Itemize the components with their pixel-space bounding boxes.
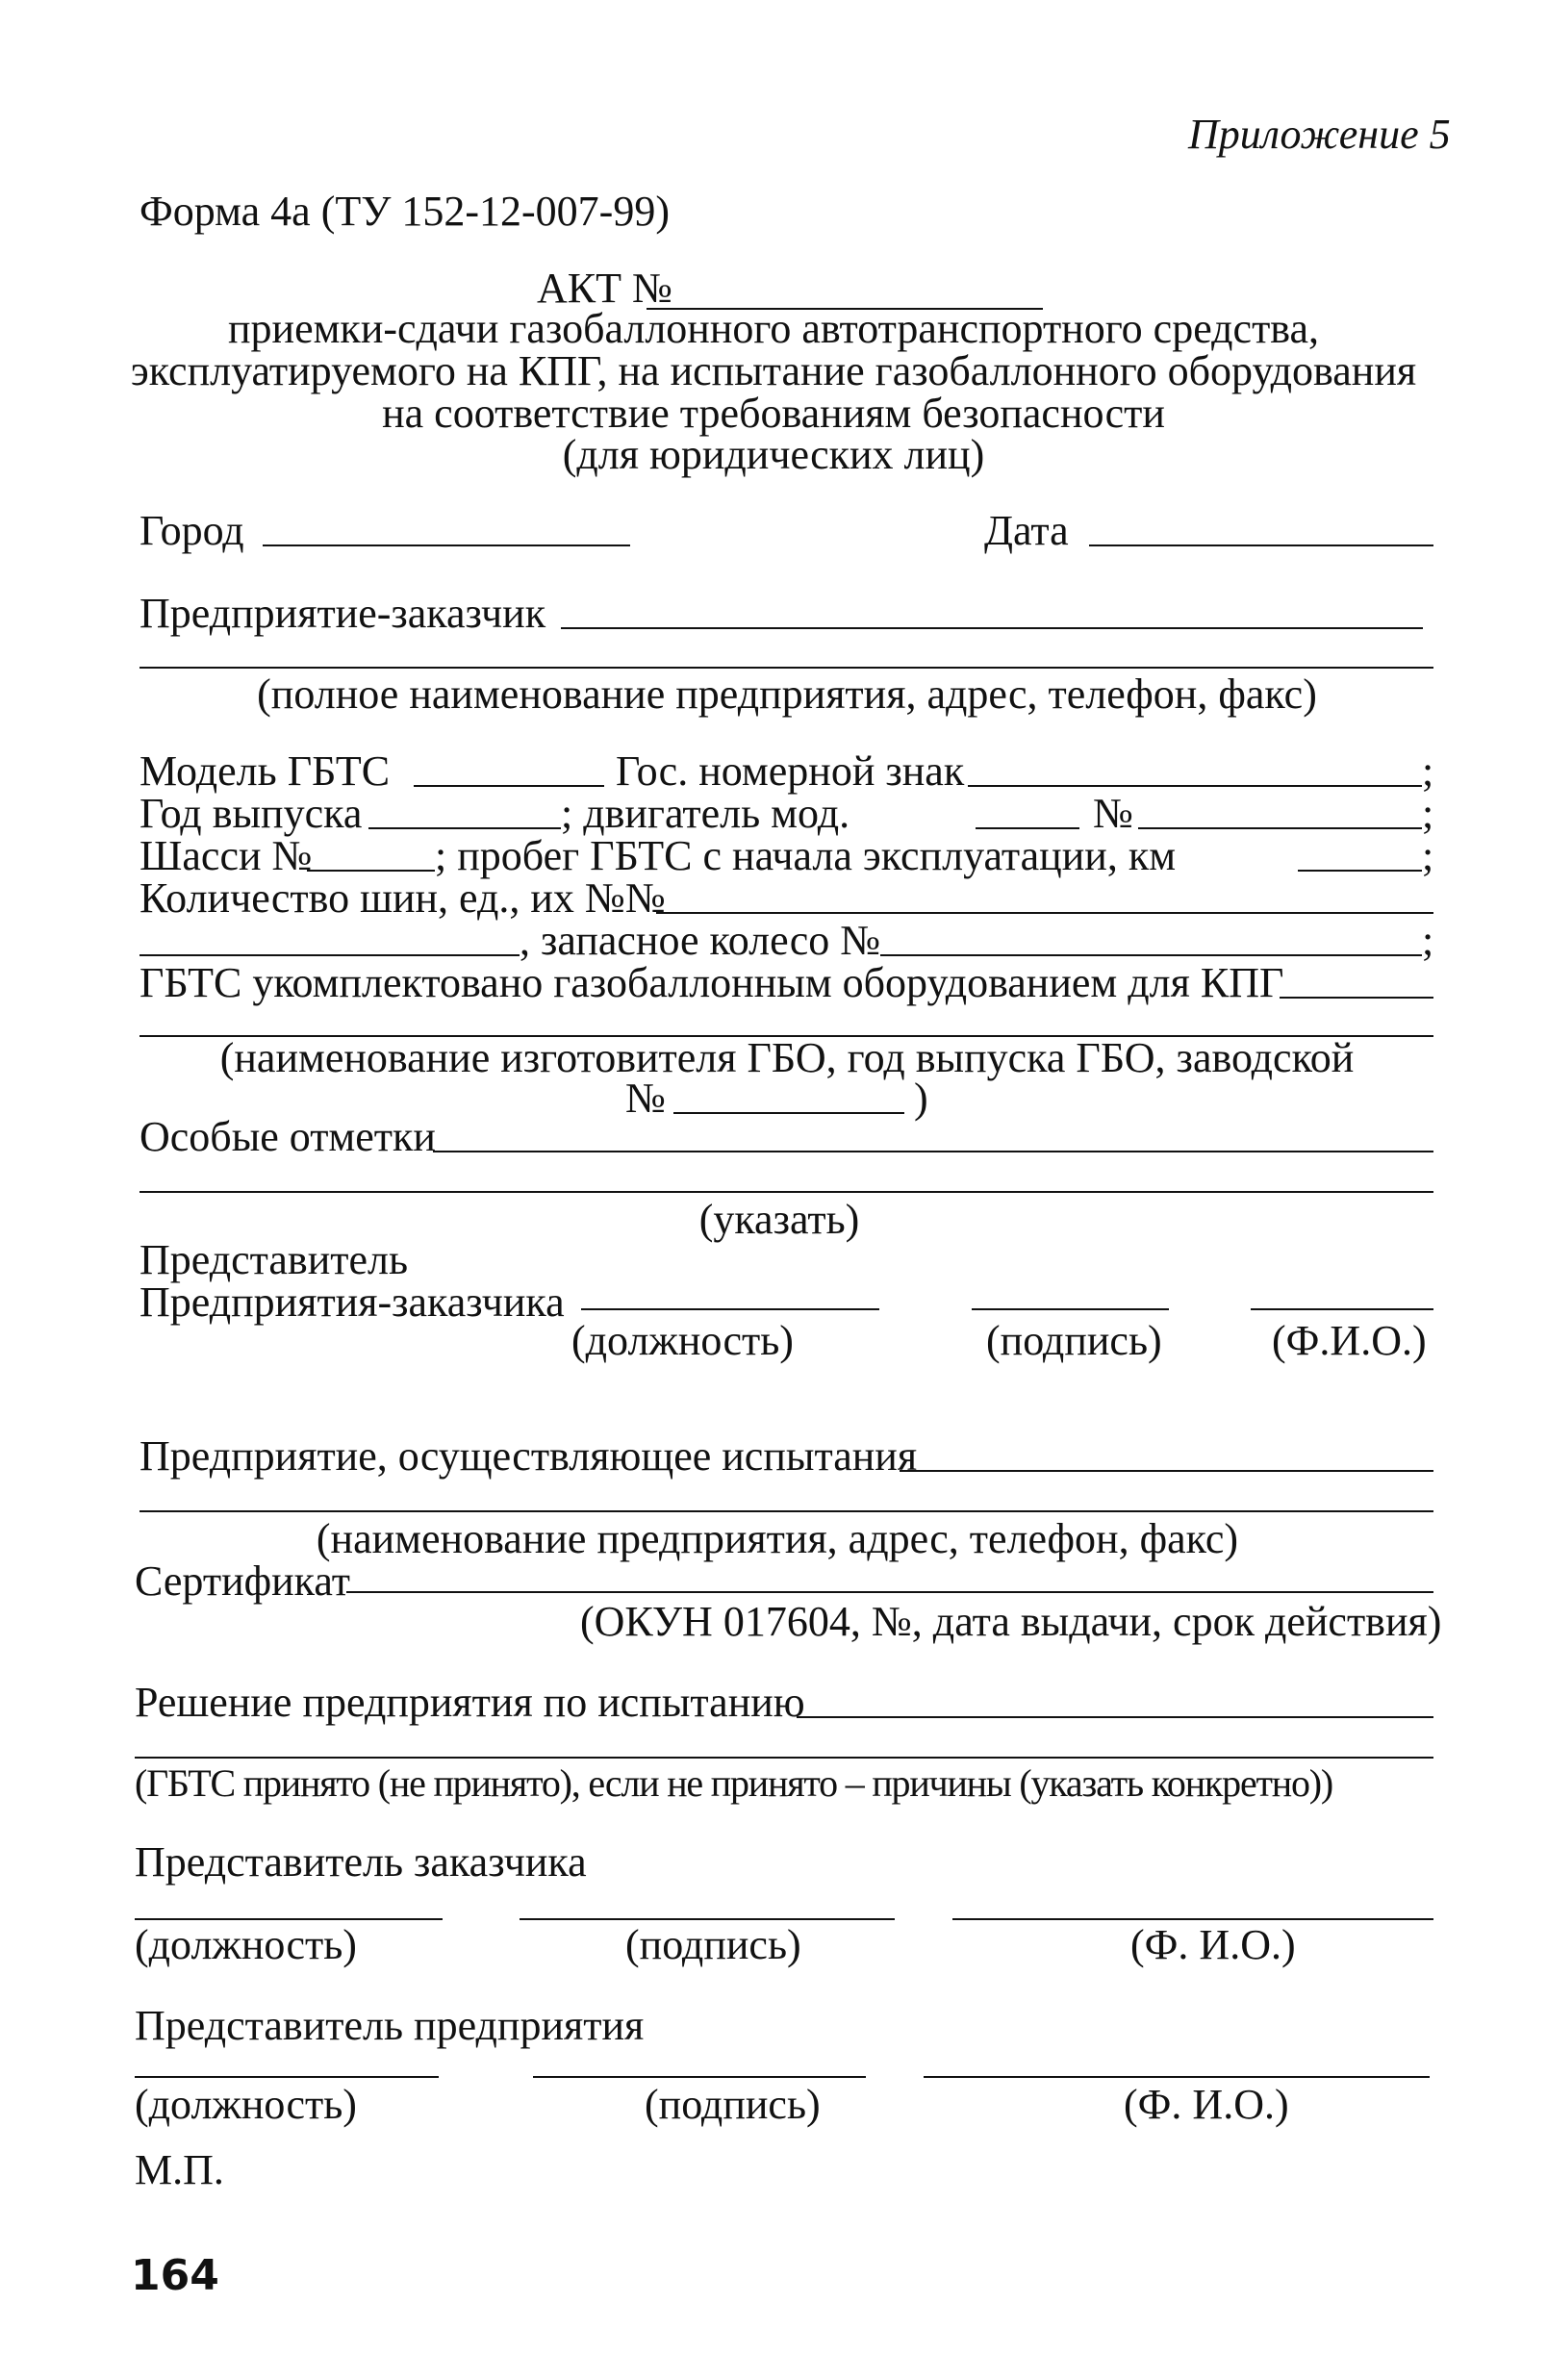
tester-label: Предприятие, осуществляющее испытания bbox=[139, 1432, 918, 1480]
notes-hint: (указать) bbox=[698, 1196, 860, 1243]
customer-hint: (полное наименование предприятия, адрес, телефон, факс) bbox=[257, 671, 1317, 718]
decision-label: Решение предприятия по испытанию bbox=[135, 1679, 805, 1726]
year-label: Год выпуска bbox=[139, 790, 363, 837]
year-field[interactable] bbox=[368, 827, 561, 829]
semicolon-1: ; bbox=[1422, 747, 1434, 795]
decision-field[interactable] bbox=[797, 1716, 1433, 1718]
title-line-2: эксплуатируемого на КПГ, на испытание газобаллонного оборудования bbox=[130, 347, 1417, 394]
date-field[interactable] bbox=[1089, 544, 1433, 546]
customer-label: Предприятие-заказчик bbox=[139, 590, 546, 637]
tires-label: Количество шин, ед., их №№ bbox=[139, 874, 666, 922]
rep-customer-signature-hint: (подпись) bbox=[625, 1921, 801, 1968]
mileage-field[interactable] bbox=[1298, 870, 1422, 872]
customer-rep-position-field[interactable] bbox=[581, 1308, 879, 1310]
rep-company-position-field[interactable] bbox=[135, 2076, 439, 2078]
decision-hint: (ГБТС принято (не принято), если не принято – причины (указать конкретно)) bbox=[135, 1761, 1333, 1805]
spare-wheel-field[interactable] bbox=[880, 954, 1422, 956]
gbo-hint-close-paren: ) bbox=[914, 1075, 928, 1122]
gbo-hint-number-sign: № bbox=[625, 1075, 666, 1122]
notes-label: Особые отметки bbox=[139, 1113, 436, 1160]
tires-field-line-2[interactable] bbox=[139, 954, 520, 956]
customer-field-line-2[interactable] bbox=[139, 667, 1433, 669]
reg-plate-label: Гос. номерной знак bbox=[616, 747, 965, 795]
customer-rep-name-hint: (Ф.И.О.) bbox=[1272, 1317, 1427, 1364]
rep-customer-signature-field[interactable] bbox=[520, 1918, 895, 1920]
tires-field[interactable] bbox=[656, 912, 1433, 914]
rep-customer-label: Представитель заказчика bbox=[135, 1838, 587, 1886]
rep-company-signature-field[interactable] bbox=[533, 2076, 866, 2078]
decision-field-line-2[interactable] bbox=[135, 1757, 1433, 1759]
customer-field[interactable] bbox=[561, 627, 1423, 629]
tester-hint: (наименование предприятия, адрес, телефон, факс) bbox=[316, 1515, 1239, 1562]
semicolon-3: ; bbox=[1422, 832, 1434, 879]
mileage-label: ; пробег ГБТС с начала эксплуатации, км bbox=[435, 832, 1177, 879]
customer-rep-signature-field[interactable] bbox=[972, 1308, 1169, 1310]
notes-field-line-2[interactable] bbox=[139, 1191, 1433, 1193]
title-line-3: на соответствие требованиям безопасности bbox=[382, 390, 1165, 437]
date-label: Дата bbox=[984, 507, 1069, 554]
tester-field-line-2[interactable] bbox=[139, 1510, 1433, 1512]
notes-field[interactable] bbox=[433, 1151, 1433, 1152]
city-label: Город bbox=[139, 507, 244, 554]
equipped-label: ГБТС укомплектовано газобаллонным оборудованием для КПГ bbox=[139, 959, 1284, 1006]
customer-rep-name-field[interactable] bbox=[1251, 1308, 1433, 1310]
rep-customer-position-hint: (должность) bbox=[135, 1921, 357, 1968]
gbo-hint-line-1: (наименование изготовителя ГБО, год выпуска ГБО, заводской bbox=[219, 1034, 1355, 1081]
page-number: 164 bbox=[131, 2251, 219, 2300]
cert-field[interactable] bbox=[346, 1591, 1433, 1593]
semicolon-4: ; bbox=[1422, 917, 1434, 964]
cert-hint: (ОКУН 017604, №, дата выдачи, срок действия) bbox=[580, 1598, 1442, 1645]
stamp-place: М.П. bbox=[135, 2146, 224, 2193]
customer-rep-label-2: Предприятия-заказчика bbox=[139, 1279, 565, 1326]
act-title: АКТ № bbox=[537, 265, 672, 312]
rep-company-name-hint: (Ф. И.О.) bbox=[1124, 2081, 1289, 2128]
customer-rep-signature-hint: (подпись) bbox=[986, 1317, 1162, 1364]
title-line-1: приемки-сдачи газобаллонного автотранспортного средства, bbox=[227, 305, 1320, 352]
title-line-4: (для юридических лиц) bbox=[562, 431, 985, 478]
rep-company-label: Представитель предприятия bbox=[135, 2002, 645, 2049]
engine-model-field[interactable] bbox=[976, 827, 1079, 829]
chassis-label: Шасси № bbox=[139, 832, 313, 879]
customer-rep-position-hint: (должность) bbox=[571, 1317, 794, 1364]
spare-wheel-label: , запасное колесо № bbox=[520, 917, 881, 964]
gbo-serial-field[interactable] bbox=[673, 1112, 904, 1114]
engine-number-field[interactable] bbox=[1138, 827, 1422, 829]
tester-field[interactable] bbox=[900, 1470, 1433, 1472]
rep-customer-name-field[interactable] bbox=[952, 1918, 1433, 1920]
engine-label: ; двигатель мод. bbox=[561, 790, 850, 837]
rep-company-position-hint: (должность) bbox=[135, 2081, 357, 2128]
semicolon-2: ; bbox=[1422, 790, 1434, 837]
model-field[interactable] bbox=[414, 785, 604, 787]
equipped-field[interactable] bbox=[1280, 997, 1433, 999]
engine-number-label: № bbox=[1093, 790, 1133, 837]
rep-company-signature-hint: (подпись) bbox=[645, 2081, 821, 2128]
city-field[interactable] bbox=[263, 544, 630, 546]
model-label: Модель ГБТС bbox=[139, 747, 391, 795]
reg-plate-field[interactable] bbox=[968, 785, 1422, 787]
appendix-label: Приложение 5 bbox=[1188, 111, 1451, 158]
cert-label: Сертификат bbox=[135, 1557, 350, 1605]
form-code: Форма 4а (ТУ 152-12-007-99) bbox=[139, 188, 670, 235]
chassis-field[interactable] bbox=[307, 870, 435, 872]
rep-customer-name-hint: (Ф. И.О.) bbox=[1130, 1921, 1296, 1968]
customer-rep-label-1: Представитель bbox=[139, 1236, 409, 1283]
rep-customer-position-field[interactable] bbox=[135, 1918, 443, 1920]
rep-company-name-field[interactable] bbox=[924, 2076, 1430, 2078]
